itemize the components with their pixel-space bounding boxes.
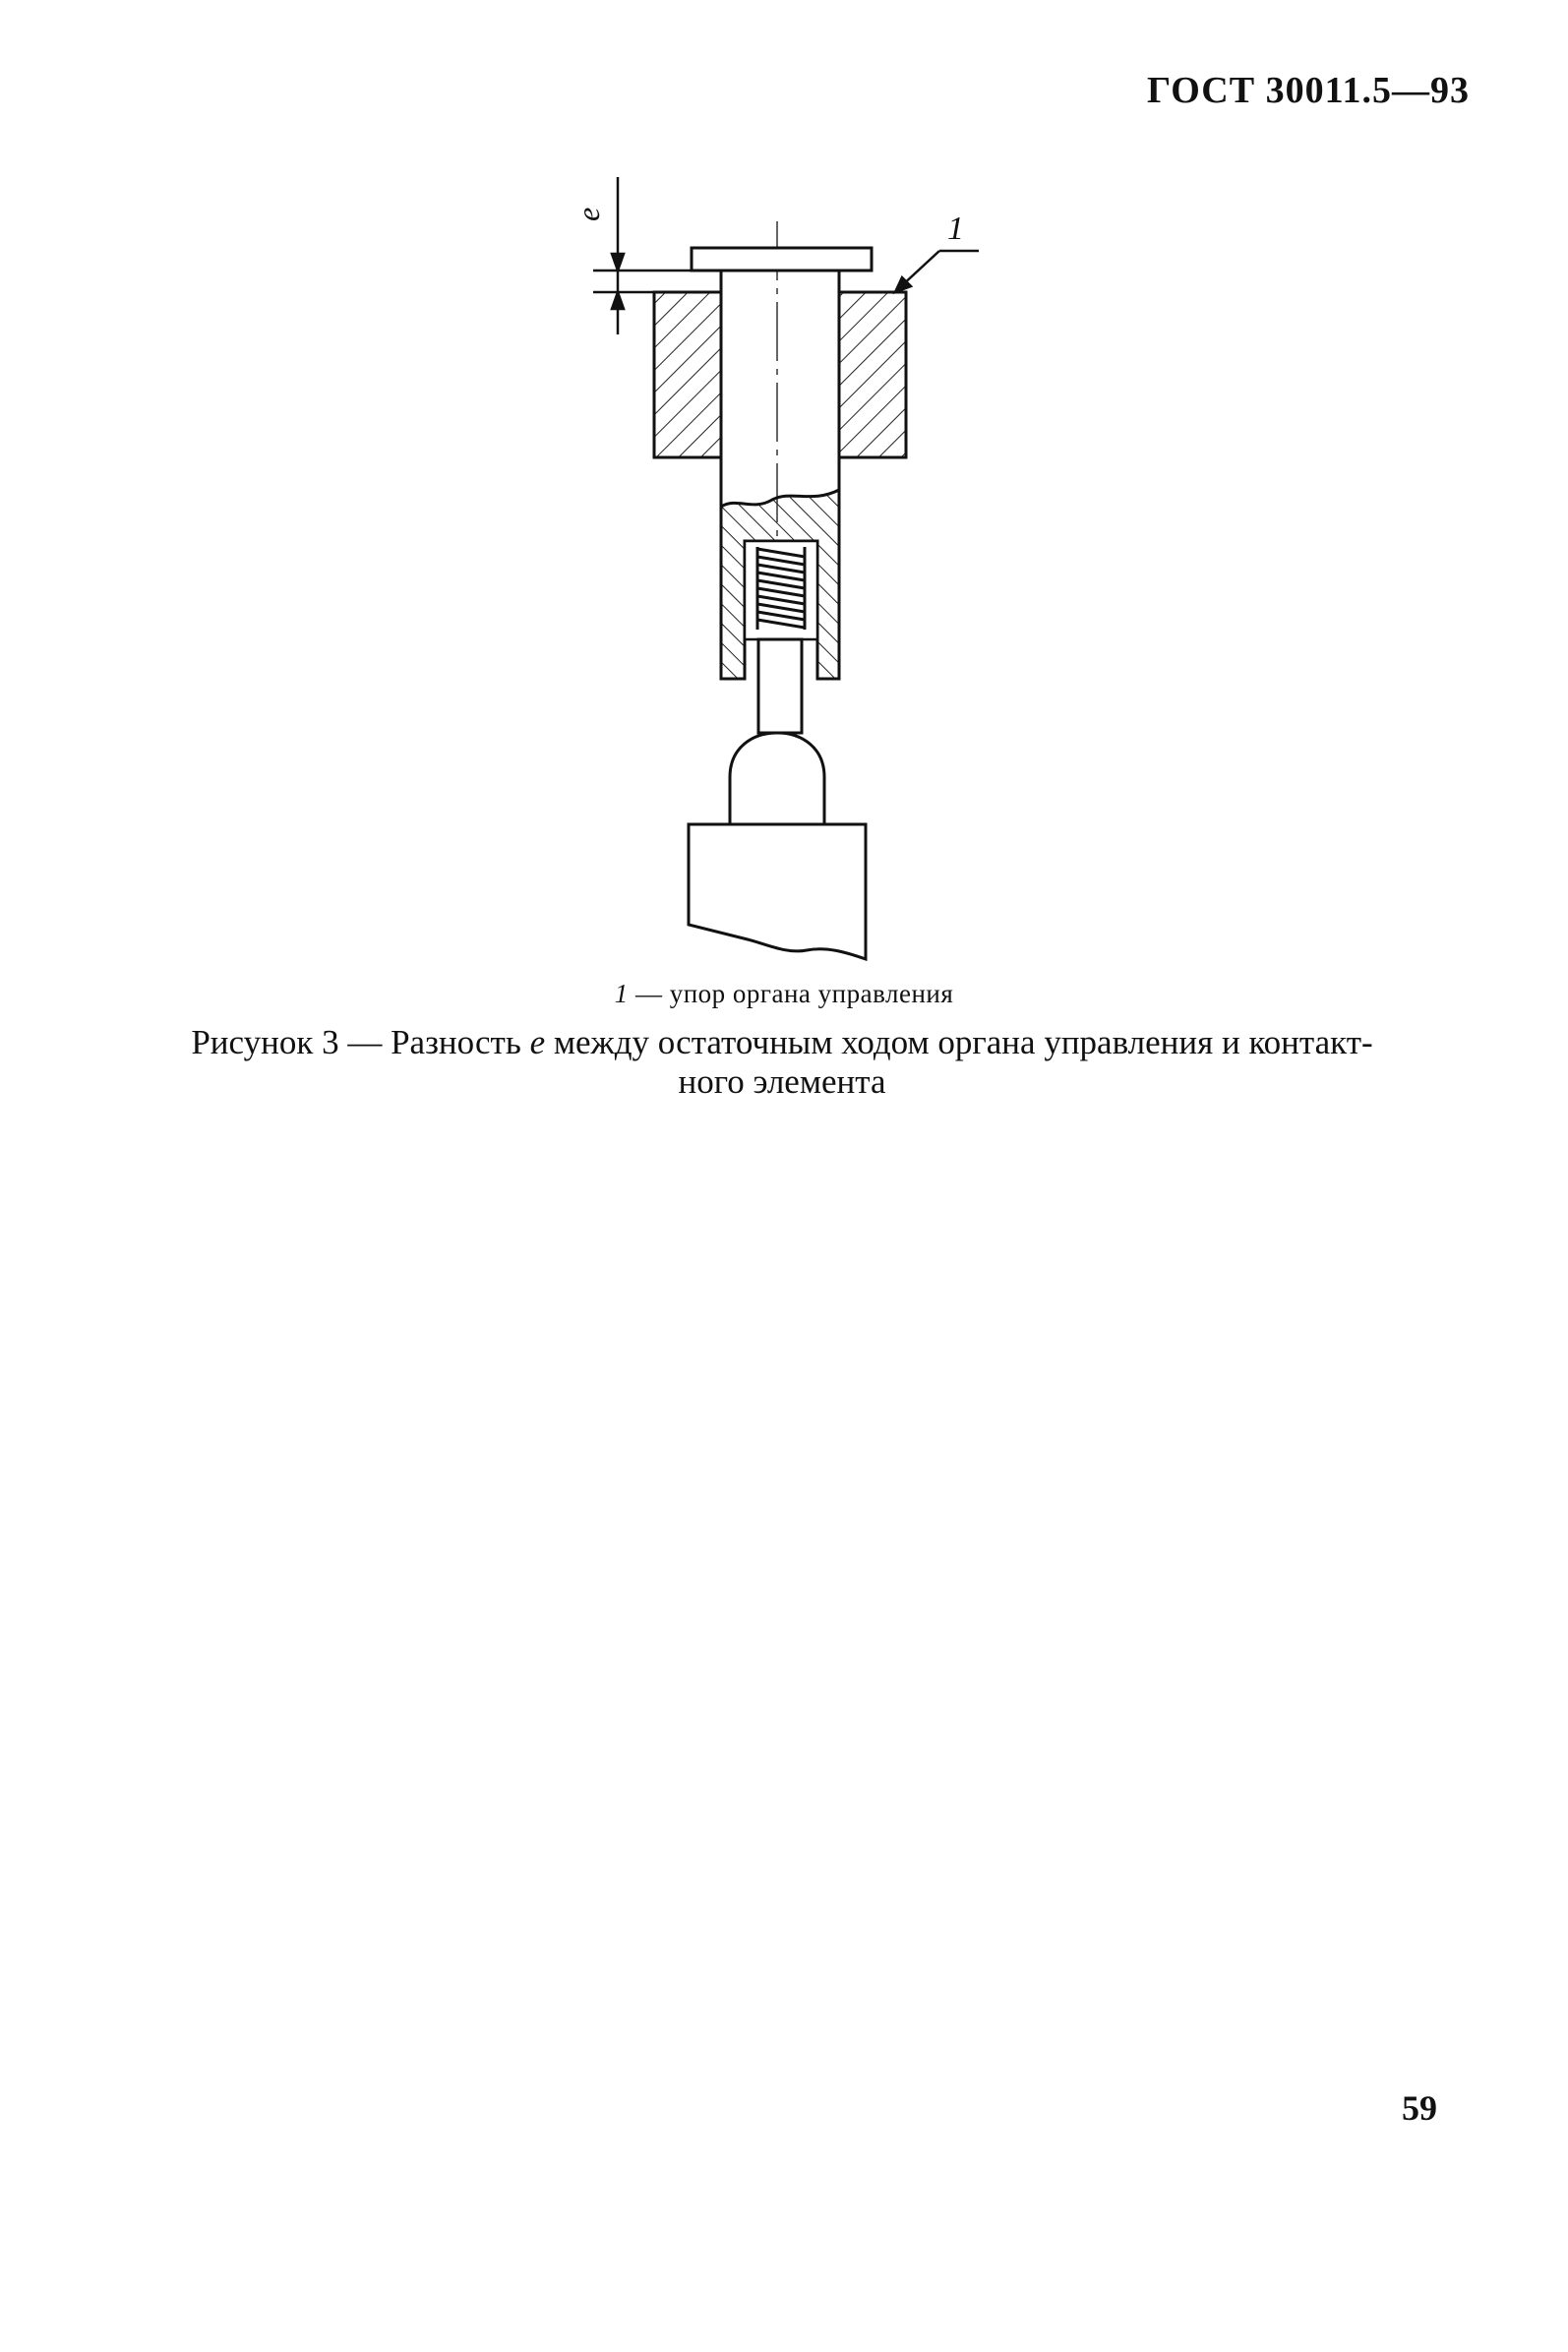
legend-number: 1: [614, 979, 629, 1008]
leader-1: [895, 251, 979, 292]
caption-line2: ного элемента: [678, 1062, 886, 1101]
stop-housing-left: [654, 292, 721, 457]
plunger-pin: [758, 639, 802, 733]
stop-housing-right: [839, 292, 906, 457]
contact-element-base: [689, 824, 866, 959]
legend-text: — упор органа управления: [628, 979, 954, 1008]
figure-3-drawing: [0, 0, 1568, 984]
label-e: e: [571, 207, 606, 221]
plunger-cap: [692, 248, 872, 271]
caption-variable: e: [529, 1023, 546, 1061]
caption-line1-rest: между остаточным ходом органа управления и контакт-: [545, 1023, 1373, 1061]
page-number: 59: [1402, 2088, 1437, 2128]
caption-prefix: Рисунок 3 — Разность: [191, 1023, 530, 1061]
document-header: ГОСТ 30011.5—93: [1147, 70, 1470, 111]
contact-element-dome: [730, 733, 824, 824]
label-1: 1: [947, 211, 964, 247]
figure-legend: [0, 979, 1568, 1009]
figure-caption: [84, 1023, 1480, 1102]
